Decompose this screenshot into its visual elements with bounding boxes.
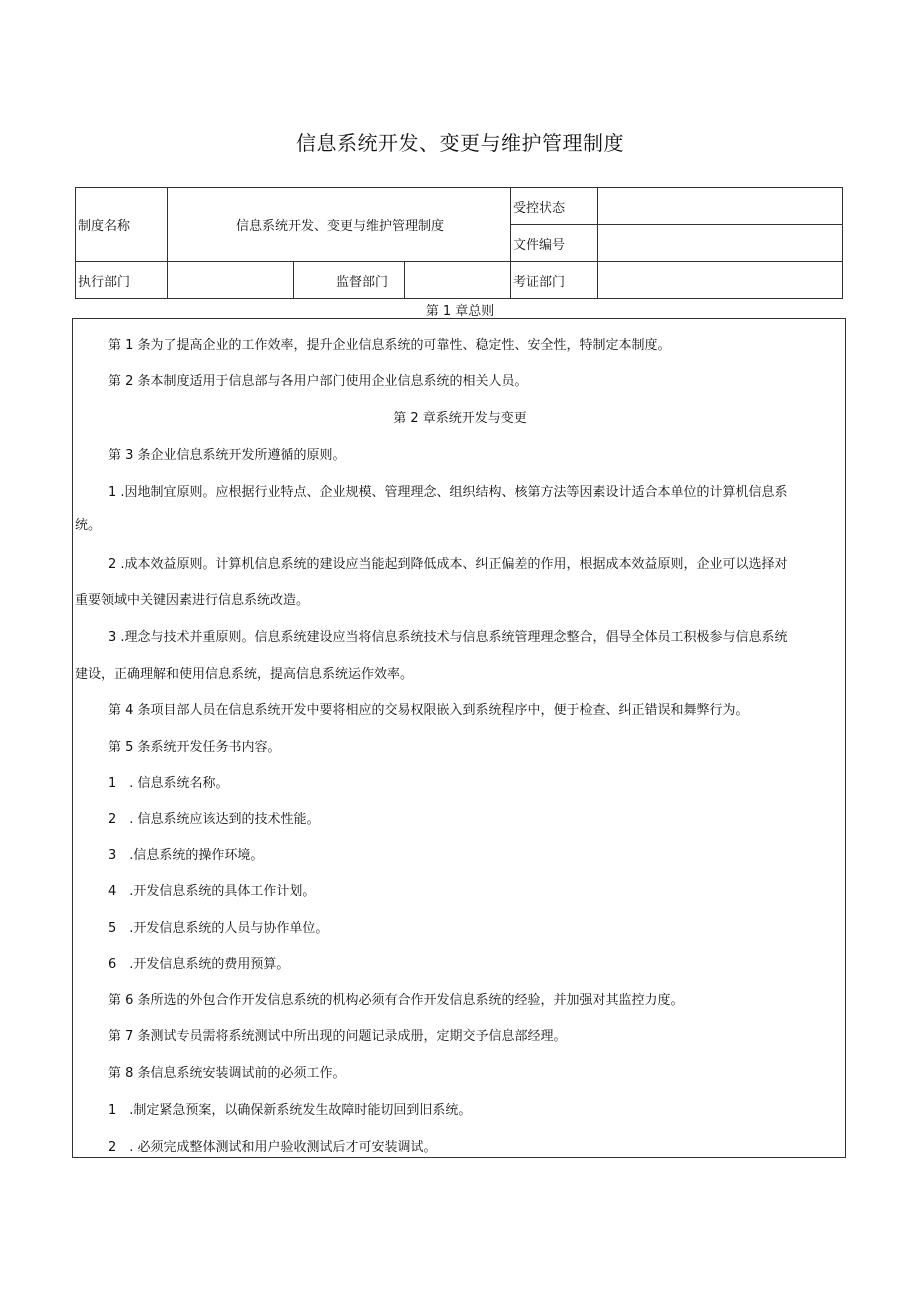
supervise-dept-label: 监督部门: [294, 262, 405, 299]
exec-dept-value: [168, 262, 294, 299]
paragraph-line: 统。: [75, 518, 102, 533]
paragraph-line: 第 7 条测试专员需将系统测试中所出现的问题记录成册，定期交予信息部经理。: [108, 1029, 567, 1044]
header-table: [75, 187, 843, 299]
control-status-value: [598, 188, 843, 225]
paragraph-line: 2 . 必须完成整体测试和用户验收测试后才可安装调试。: [108, 1140, 437, 1155]
paragraph-line: 3 .理念与技术并重原则。信息系统建设应当将信息系统技术与信息系统管理理念整合，倡导全体员工积极参与信息系统: [108, 630, 788, 645]
paragraph-line: 2 . 信息系统应该达到的技术性能。: [108, 812, 320, 827]
name-label: 制度名称: [76, 188, 168, 262]
paragraph-line: 5 .开发信息系统的人员与协作单位。: [108, 921, 329, 936]
audit-dept-label: 考证部门: [511, 262, 598, 299]
paragraph-line: 1 . 信息系统名称。: [108, 776, 229, 791]
paragraph-line: 第 4 条项目部人员在信息系统开发中要将相应的交易权限嵌入到系统程序中，便于检查、纠正错误和舞弊行为。: [108, 703, 749, 718]
paragraph-line: 第 6 条所选的外包合作开发信息系统的机构必须有合作开发信息系统的经验，并加强对其监控力度。: [108, 993, 684, 1008]
exec-dept-label: 执行部门: [76, 262, 168, 299]
control-status-label: 受控状态: [511, 188, 598, 225]
doc-number-label: 文件编号: [511, 225, 598, 262]
document-title: 信息系统开发、变更与维护管理制度: [296, 131, 624, 155]
paragraph-line: 第 1 条为了提高企业的工作效率，提升企业信息系统的可靠性、稳定性、安全性，特制定本制度。: [108, 338, 671, 353]
paragraph-line: 第 2 条本制度适用于信息部与各用户部门使用企业信息系统的相关人员。: [108, 374, 528, 389]
paragraph-line: 3 .信息系统的操作环境。: [108, 848, 264, 863]
paragraph-line: 建设，正确理解和使用信息系统，提高信息系统运作效率。: [75, 667, 414, 682]
paragraph-line: 4 .开发信息系统的具体工作计划。: [108, 884, 316, 899]
paragraph-line: 第 8 条信息系统安装调试前的必须工作。: [108, 1066, 346, 1081]
paragraph-line: 6 .开发信息系统的费用预算。: [108, 957, 290, 972]
paragraph-line: 第 5 条系统开发任务书内容。: [108, 740, 281, 755]
paragraph-line: 1 .因地制宜原则。应根据行业特点、企业规模、管理理念、组织结构、核第方法等因素设计适合本单位的计算机信息系: [108, 485, 788, 500]
audit-dept-value: [598, 262, 843, 299]
chapter-heading: 第 2 章系统开发与变更: [393, 411, 527, 426]
doc-number-value: [598, 225, 843, 262]
paragraph-line: 第 3 条企业信息系统开发所遵循的原则。: [108, 448, 346, 463]
paragraph-line: 1 .制定紧急预案，以确保新系统发生故障时能切回到旧系统。: [108, 1103, 472, 1118]
paragraph-line: 2 .成本效益原则。计算机信息系统的建设应当能起到降低成本、纠正偏差的作用，根据成本效益原则，企业可以选择对: [108, 557, 788, 572]
chapter-1-heading: 第 1 章总则: [425, 304, 495, 319]
supervise-dept-value: [405, 262, 511, 299]
paragraph-line: 重要领域中关键因素进行信息系统改造。: [75, 593, 310, 608]
name-value: 信息系统开发、变更与维护管理制度: [168, 188, 511, 262]
